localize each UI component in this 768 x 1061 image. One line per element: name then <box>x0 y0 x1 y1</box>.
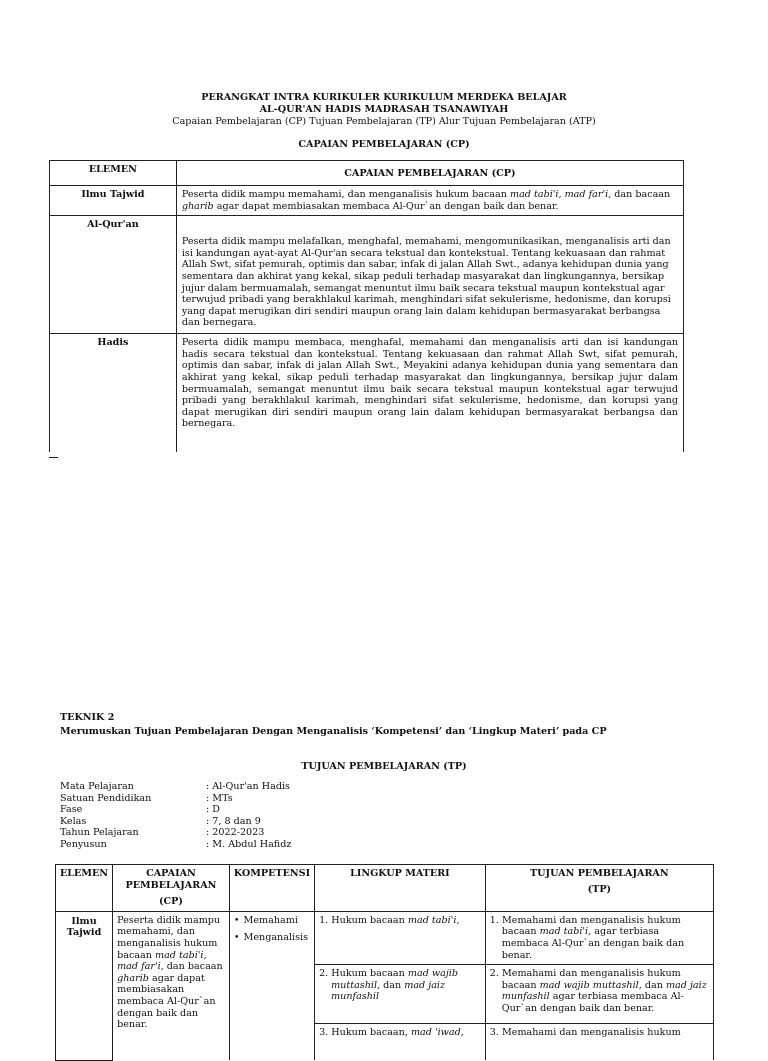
meta-value: : 2022-2023 <box>206 827 265 839</box>
table-row <box>56 911 714 964</box>
meta-row <box>60 804 291 816</box>
elemen-ilmu-tajwid: Ilmu Tajwid <box>50 186 177 216</box>
col-header-cp-line: CAPAIAN <box>146 868 196 879</box>
cp-text: agar dapat membiasakan membaca Al-Qur`an dengan baik dan benar. <box>117 972 216 1031</box>
tp-text: Memahami dan menganalisis hukum bacaan <box>501 914 681 938</box>
lingkup-italic: mad tabi'i, <box>407 914 460 926</box>
kompetensi-item <box>234 932 310 944</box>
col-header-elemen: ELEMEN <box>56 865 113 912</box>
tp-italic: mad jaiz munfashil <box>501 979 707 1003</box>
meta-value: : 7, 8 dan 9 <box>206 815 261 827</box>
list-number: 3. <box>489 1027 499 1039</box>
tp-section-title: TUJUAN PEMBELAJARAN (TP) <box>301 761 467 772</box>
col-header-kompetensi: KOMPETENSI <box>229 865 314 912</box>
cp-italic-term: mad tabi'i, mad far'i, <box>509 189 612 200</box>
cp-table <box>49 160 684 452</box>
cp-italic-term: gharib <box>181 200 214 212</box>
list-number: 2. <box>319 968 329 980</box>
meta-row <box>60 839 291 851</box>
col-header-lingkup: LINGKUP MATERI <box>315 865 486 912</box>
doc-title-line1: PERANGKAT INTRA KURIKULER KURIKULUM MERDEKA BELAJAR <box>201 92 567 103</box>
cp-text: dan bacaan <box>163 961 223 973</box>
tp-table-header <box>56 865 714 912</box>
cp-hadis: Peserta didik mampu membaca, menghafal, memahami dan menganalisis arti dan isi kandungan hadis secara tekstual dan kontekstual. Tentang kekuasaan dan rahmat Allah Swt, sifat pemurah, optimis dan sabar, infak di jalan Allah Swt., Meyakini adanya kehidupan dunia yang sementara dan akhirat yang kekal, sikap peduli terhadap masyarakat dan lingkungannya, bersikap jujur dalam bermuamalah, semangat menuntut ilmu baik secara tekstual maupun kontekstual agar terwujud pribadi yang berakhlakul karimah, menghindari sifat sekulerisme, hedonisme, dan korupsi yang dapat merugikan diri sendiri maupun orang lain dalam kehidupan bermasyarakat berbangsa dan bernegara. <box>176 334 683 452</box>
cp-text: Peserta didik mampu memahami, dan menganalisis hukum bacaan <box>181 189 510 200</box>
meta-key: Satuan Pendidikan <box>60 792 152 804</box>
tp-text: dan <box>641 979 666 991</box>
lingkup-text: dan <box>380 979 405 991</box>
cp-italic-term: mad tabi'i, mad far'i, <box>117 949 207 973</box>
kompetensi-label: Menganalisis <box>243 932 309 944</box>
tp-italic: mad wajib muttashil, <box>539 979 642 991</box>
lingkup-italic: mad 'iwad, <box>410 1027 464 1039</box>
col-header-cp: CAPAIAN PEMBELAJARAN (CP) <box>176 161 683 186</box>
meta-value: : Al-Qur'an Hadis <box>206 781 290 792</box>
meta-key: Mata Pelajaran <box>60 781 134 792</box>
meta-value: : MTs <box>206 792 233 804</box>
meta-key: Penyusun <box>60 838 107 850</box>
col-header-tp-line: TUJUAN PEMBELAJARAN <box>530 868 669 879</box>
lingkup-item <box>315 911 486 964</box>
meta-row <box>60 816 291 828</box>
tp-elemen: Ilmu Tajwid <box>56 911 113 1060</box>
table-row <box>50 186 684 216</box>
tp-text: agar terbiasa membaca Al-Qur`an dengan baik dan benar. <box>501 926 685 961</box>
lingkup-item <box>315 965 486 1024</box>
tp-item <box>485 965 713 1024</box>
meta-value: : D <box>206 804 220 816</box>
cp-section-title: CAPAIAN PEMBELAJARAN (CP) <box>298 139 470 150</box>
cp-text: Peserta didik mampu memahami, dan menganalisis hukum bacaan <box>117 914 221 961</box>
bullet-icon: • <box>233 932 240 944</box>
teknik-subtitle: Merumuskan Tujuan Pembelajaran Dengan Menganalisis ‘Kompetensi’ dan ‘Lingkup Materi’ pada CP <box>60 726 607 737</box>
cp-ilmu-tajwid <box>176 186 683 216</box>
col-header-tp-line: (TP) <box>587 883 612 895</box>
kompetensi-item <box>234 915 310 927</box>
list-number: 1. <box>319 914 329 926</box>
col-header-tp <box>485 865 713 912</box>
cp-text: dan bacaan <box>611 189 671 200</box>
elemen-hadis: Hadis <box>50 334 177 452</box>
lingkup-italic: mad wajib muttashil, <box>331 968 459 991</box>
col-header-cp-line: (CP) <box>158 896 183 908</box>
meta-value: : M. Abdul Hafidz <box>206 838 292 850</box>
tp-table <box>55 864 714 1061</box>
tp-text: agar terbiasa membaca Al-Qur`an dengan baik dan benar. <box>501 991 684 1014</box>
tp-italic: mad tabi'i, <box>539 926 592 938</box>
cp-table-header <box>50 161 684 186</box>
col-header-elemen: ELEMEN <box>50 161 177 186</box>
doc-title-line2: AL-QUR'AN HADIS MADRASAH TSANAWIYAH <box>259 104 509 115</box>
meta-row <box>60 781 291 793</box>
tp-text: Memahami dan menganalisis hukum <box>501 1027 681 1039</box>
table-bottom-tick <box>49 457 58 458</box>
meta-key: Tahun Pelajaran <box>60 827 139 839</box>
meta-row <box>60 793 291 805</box>
table-row <box>50 334 684 452</box>
cp-italic-term: gharib <box>117 972 149 984</box>
cp-al-quran: Peserta didik mampu melafalkan, menghafal, memahami, mengomunikasikan, menganalisis arti dan isi kandungan ayat-ayat Al-Qur'an secara tekstual dan kontekstual. Tentang kekuasaan dan rahmat Allah Swt, sifat pemurah, optimis dan sabar, infak di jalan Allah Swt., adanya kehidupan dunia yang sementara dan akhirat yang kekal, sikap peduli terhadap masyarakat dan lingkungannya, bersikap jujur dalam bermuamalah, semangat menuntut ilmu baik secara tekstual maupun kontekstual agar terwujud pribadi yang berakhlakul karimah, menghindari sifat sekulerisme, hedonisme, dan korupsi yang dapat merugikan diri sendiri maupun orang lain dalam kehidupan bermasyarakat berbangsa dan bernegara. <box>176 216 683 334</box>
meta-row <box>60 827 291 839</box>
tp-item <box>485 1024 713 1061</box>
tp-cp-text <box>113 911 230 1060</box>
meta-block <box>60 781 291 851</box>
tp-text: Memahami dan menganalisis hukum bacaan <box>501 968 681 991</box>
list-number: 1. <box>489 914 499 926</box>
list-number: 2. <box>489 968 499 980</box>
lingkup-text: Hukum bacaan <box>331 914 408 926</box>
tp-kompetensi <box>229 911 314 1060</box>
tp-item <box>485 911 713 964</box>
teknik-label: TEKNIK 2 <box>60 712 115 723</box>
table-row <box>50 216 684 334</box>
col-header-cp-line: PEMBELAJARAN <box>125 879 217 891</box>
elemen-al-quran: Al-Qur'an <box>50 216 177 334</box>
cp-text: agar dapat membiasakan membaca Al-Qur`an dengan baik dan benar. <box>213 200 559 212</box>
kompetensi-label: Memahami <box>243 914 298 926</box>
lingkup-text: Hukum bacaan <box>331 968 408 980</box>
lingkup-italic: mad jaiz munfashil <box>331 979 446 1003</box>
list-number: 3. <box>319 1027 329 1039</box>
doc-title-line3: Capaian Pembelajaran (CP) Tujuan Pembelajaran (TP) Alur Tujuan Pembelajaran (ATP) <box>172 116 596 127</box>
lingkup-item <box>315 1024 486 1061</box>
bullet-icon: • <box>233 914 240 926</box>
lingkup-text: Hukum bacaan, <box>331 1027 411 1039</box>
col-header-cp <box>113 865 230 912</box>
meta-key: Fase <box>60 804 83 816</box>
meta-key: Kelas <box>60 815 87 827</box>
